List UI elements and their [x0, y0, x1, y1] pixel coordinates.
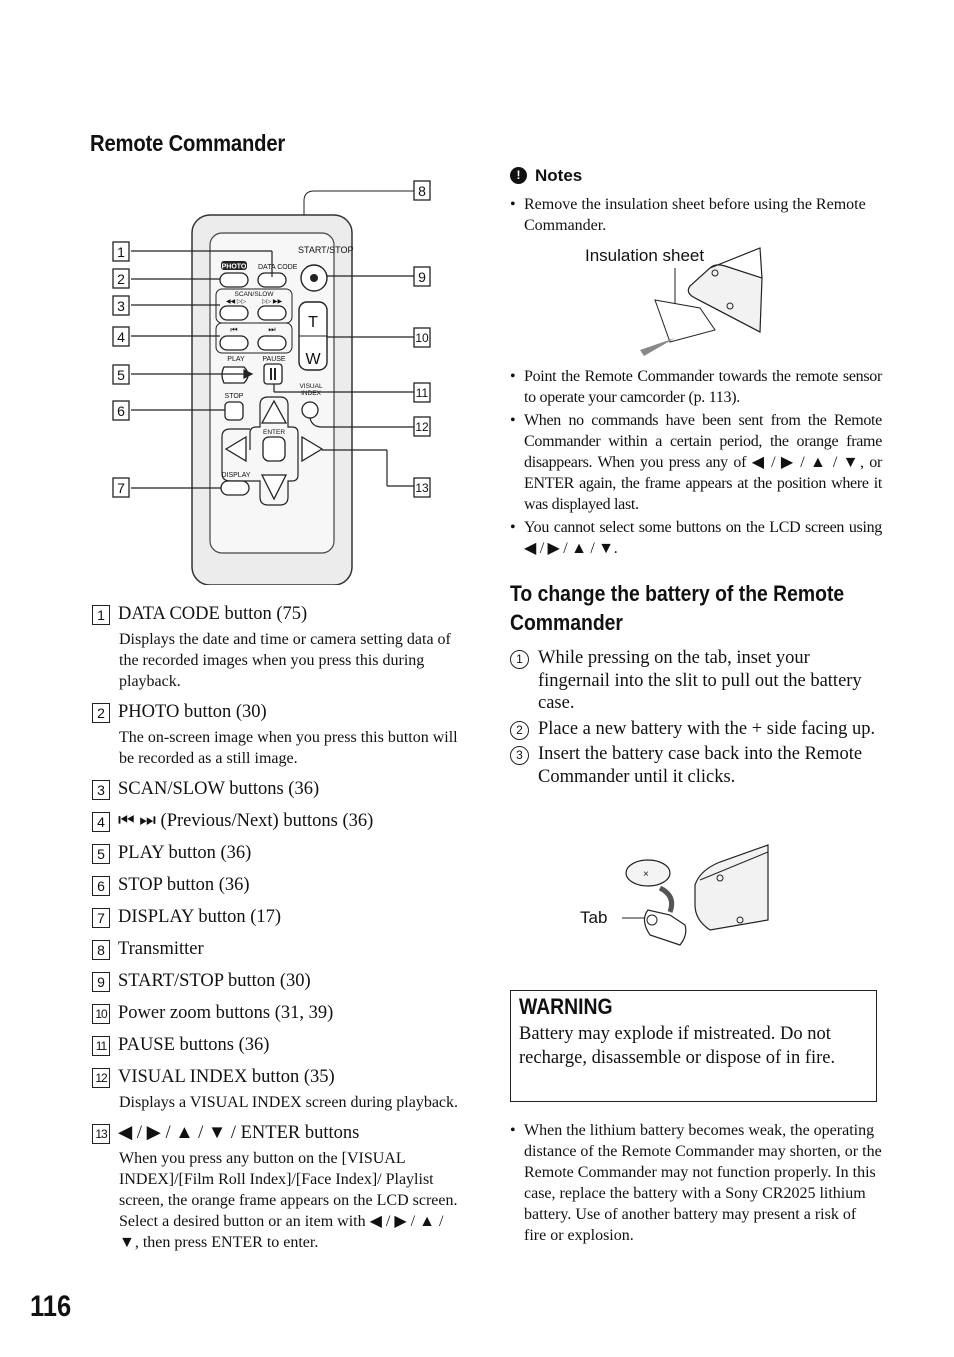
svg-text:⏮: ⏮	[230, 325, 238, 334]
svg-text:STOP: STOP	[224, 393, 244, 400]
warning-box	[510, 990, 877, 1102]
warning-title: WARNING	[519, 994, 613, 1019]
battery-change-illustration	[570, 840, 780, 955]
svg-text:3: 3	[117, 298, 125, 314]
note-item: • Point the Remote Commander towards the remote sensor to operate your camcorder (p. 113).	[510, 366, 882, 408]
svg-text:ENTER: ENTER	[262, 429, 286, 436]
svg-text:DATA CODE: DATA CODE	[258, 264, 298, 271]
note-item: • When the lithium battery becomes weak, the operating distance of the Remote Commander may shorten, or the Remote Commander may not function properly. In this case, replace the battery with a Sony CR2025 lithium battery. Use of another battery may present a risk of fire or explosion.	[510, 1120, 882, 1246]
svg-text:SCAN/SLOW: SCAN/SLOW	[234, 291, 274, 298]
svg-text:7: 7	[117, 480, 125, 496]
svg-text:9: 9	[418, 269, 426, 285]
insulation-sheet-illustration	[510, 238, 882, 368]
legend-description: The on-screen image when you press this button will be recorded as a still image.	[119, 729, 458, 767]
battery-note	[510, 1120, 882, 1248]
button-legend	[92, 602, 467, 1261]
legend-item: 2 PHOTO button (30) The on-screen image when you press this button will be recorded as a still image.	[92, 700, 467, 769]
legend-description: When you press any button on the [VISUAL INDEX]/[Film Roll Index]/[Face Index]/ Playlist screen, the orange frame appears on the LCD screen. Select a desired button or an item with ◀ / ▶ / ▲ / ▼, then press ENTER to enter.	[119, 1150, 458, 1251]
legend-item: 13 ◀ / ▶ / ▲ / ▼ / ENTER buttons When you press any button on the [VISUAL INDEX]/[Film Roll Index]/[Face Index]/ Playlist screen, the orange frame appears on the LCD screen. Select a desired button or an item with ◀ / ▶ / ▲ / ▼, then press ENTER to enter.	[92, 1121, 467, 1253]
svg-text:PAUSE: PAUSE	[262, 356, 286, 363]
svg-text:Tab: Tab	[580, 908, 608, 927]
legend-description: Displays the date and time or camera setting data of the recorded images when you press this during playback.	[119, 631, 451, 690]
svg-text:13: 13	[415, 481, 429, 495]
svg-text:8: 8	[418, 183, 426, 199]
battery-step: 2 Place a new battery with the + side facing up.	[510, 718, 882, 741]
legend-item: 4 ⏮ ⏭ (Previous/Next) buttons (36)	[92, 809, 467, 833]
svg-text:W: W	[305, 351, 321, 368]
svg-text:INDEX: INDEX	[301, 390, 321, 397]
page-number: 116	[30, 1290, 72, 1323]
right-column	[510, 165, 882, 791]
legend-item: 3 SCAN/SLOW buttons (36)	[92, 777, 467, 801]
battery-step: 1 While pressing on the tab, inset your fingernail into the slit to pull out the battery case.	[510, 647, 882, 715]
svg-text:⏭: ⏭	[268, 325, 276, 334]
svg-text:Insulation sheet: Insulation sheet	[585, 246, 705, 265]
legend-item: 5 PLAY button (36)	[92, 841, 467, 865]
svg-text:PHOTO: PHOTO	[221, 263, 247, 271]
svg-text:T: T	[308, 314, 318, 331]
svg-text:1: 1	[117, 244, 125, 260]
legend-item: 6 STOP button (36)	[92, 873, 467, 897]
battery-step: 3 Insert the battery case back into the Remote Commander until it clicks.	[510, 743, 882, 788]
svg-text:VISUAL: VISUAL	[299, 383, 323, 390]
svg-text:6: 6	[117, 403, 125, 419]
notes-icon: !	[510, 167, 527, 184]
legend-item: 1 DATA CODE button (75) Displays the date and time or camera setting data of the recorded images when you press this during playback.	[92, 602, 467, 692]
svg-text:2: 2	[117, 271, 125, 287]
legend-item: 8 Transmitter	[92, 937, 467, 961]
section-title: Remote Commander	[90, 130, 286, 156]
svg-text:DISPLAY: DISPLAY	[221, 472, 251, 479]
legend-item: 12 VISUAL INDEX button (35) Displays a VISUAL INDEX screen during playback.	[92, 1065, 467, 1113]
legend-item: 7 DISPLAY button (17)	[92, 905, 467, 929]
svg-text:11: 11	[415, 386, 429, 400]
legend-item: 9 START/STOP button (30)	[92, 969, 467, 993]
svg-text:4: 4	[117, 329, 125, 345]
note-item: • You cannot select some buttons on the LCD screen using ◀ / ▶ / ▲ / ▼.	[510, 517, 882, 559]
battery-heading: To change the battery of the Remote Commander	[510, 581, 845, 635]
legend-item: 11 PAUSE buttons (36)	[92, 1033, 467, 1057]
warning-text: Battery may explode if mistreated. Do not recharge, disassemble or dispose of in fire.	[519, 1024, 836, 1068]
svg-text:12: 12	[415, 420, 429, 434]
svg-text:5: 5	[117, 367, 125, 383]
legend-description: Displays a VISUAL INDEX screen during playback.	[119, 1094, 459, 1111]
notes-heading: ! Notes	[510, 165, 882, 186]
start-stop-label: START/STOP	[298, 245, 354, 255]
remote-commander-diagram	[100, 175, 450, 585]
svg-text:▷▷ ▶▶: ▷▷ ▶▶	[261, 299, 283, 305]
note-item: • When no commands have been sent from the Remote Commander within a certain period, the orange frame disappears. When you press any of ◀ / ▶ / ▲ / ▼, or ENTER again, the frame appears at the position where it was displayed last.	[510, 410, 882, 515]
svg-text:◀◀ ▷▷: ◀◀ ▷▷	[225, 299, 247, 305]
svg-text:×: ×	[643, 869, 649, 880]
legend-item: 10 Power zoom buttons (31, 39)	[92, 1001, 467, 1025]
note-item: • Remove the insulation sheet before using the Remote Commander.	[510, 194, 882, 236]
svg-text:PLAY: PLAY	[227, 356, 245, 363]
svg-text:10: 10	[415, 331, 429, 345]
